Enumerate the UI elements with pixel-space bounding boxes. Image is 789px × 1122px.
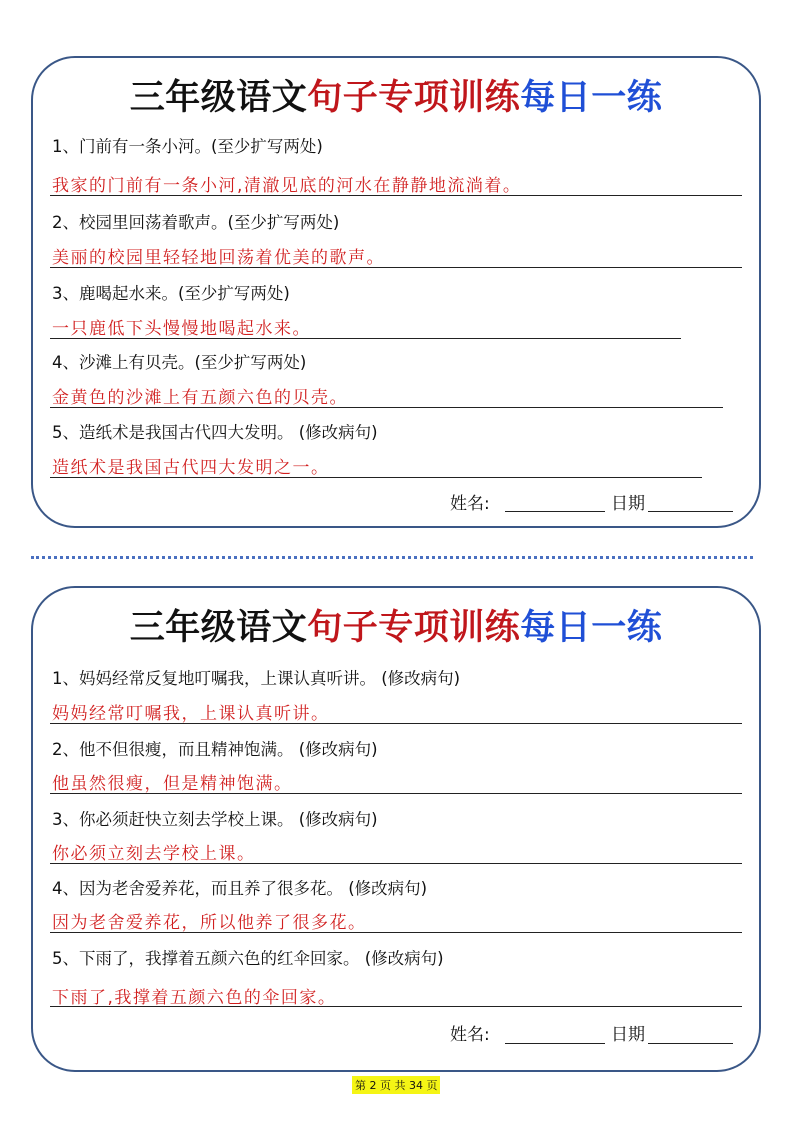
- worksheet-title: [33, 70, 759, 120]
- answer-line-3: [50, 863, 742, 864]
- title-part-topic: 句子专项训练: [307, 78, 521, 118]
- question-2: 2、他不但很瘦，而且精神饱满。 (修改病句): [52, 740, 378, 759]
- answer-line-5: [50, 1006, 742, 1007]
- answer-line-1: [50, 723, 742, 724]
- title-part-topic: 句子专项训练: [307, 608, 521, 648]
- answer-line-4: [50, 932, 742, 933]
- question-3: 3、你必须赶快立刻去学校上课。 (修改病句): [52, 810, 378, 829]
- worksheet-card-2: [31, 586, 761, 1072]
- title-part-daily: 每日一练: [520, 608, 663, 648]
- question-4: 4、因为老舍爱养花，而且养了很多花。 (修改病句): [52, 879, 428, 898]
- answer-line-2: [50, 267, 742, 268]
- answer-line-5: [50, 477, 702, 478]
- name-field[interactable]: [505, 511, 605, 512]
- page-number: 第 2 页 共 34 页: [352, 1076, 440, 1094]
- dotted-divider: [31, 556, 753, 559]
- answer-line-2: [50, 793, 742, 794]
- question-2: 2、校园里回荡着歌声。(至少扩写两处): [52, 213, 340, 232]
- answer-2: 他虽然很瘦，但是精神饱满。: [52, 774, 293, 794]
- worksheet-card-1: [31, 56, 761, 528]
- answer-1: 妈妈经常叮嘱我，上课认真听讲。: [52, 704, 330, 724]
- answer-line-3: [50, 338, 681, 339]
- date-label: 日期: [611, 494, 645, 514]
- question-3: 3、鹿喝起水来。(至少扩写两处): [52, 284, 290, 303]
- date-field[interactable]: [648, 1043, 733, 1044]
- question-5: 5、造纸术是我国古代四大发明。 (修改病句): [52, 423, 378, 442]
- answer-4: 金黄色的沙滩上有五颜六色的贝壳。: [52, 388, 348, 408]
- worksheet-title: [33, 600, 759, 650]
- question-1: 1、门前有一条小河。(至少扩写两处): [52, 137, 323, 156]
- answer-5: 造纸术是我国古代四大发明之一。: [52, 458, 330, 478]
- question-1: 1、妈妈经常反复地叮嘱我，上课认真听讲。 (修改病句): [52, 669, 461, 688]
- answer-3: 一只鹿低下头慢慢地喝起水来。: [52, 319, 311, 339]
- title-part-grade: 三年级语文: [129, 78, 308, 118]
- date-field[interactable]: [648, 511, 733, 512]
- answer-4: 因为老舍爱养花，所以他养了很多花。: [52, 913, 367, 933]
- name-label: 姓名:: [450, 1025, 490, 1045]
- title-part-grade: 三年级语文: [129, 608, 308, 648]
- question-4: 4、沙滩上有贝壳。(至少扩写两处): [52, 353, 307, 372]
- title-part-daily: 每日一练: [520, 78, 663, 118]
- answer-3: 你必须立刻去学校上课。: [52, 844, 256, 864]
- answer-5: 下雨了,我撑着五颜六色的伞回家。: [52, 988, 337, 1008]
- question-5: 5、下雨了，我撑着五颜六色的红伞回家。 (修改病句): [52, 949, 444, 968]
- name-label: 姓名:: [450, 494, 490, 514]
- date-label: 日期: [611, 1025, 645, 1045]
- answer-2: 美丽的校园里轻轻地回荡着优美的歌声。: [52, 248, 385, 268]
- answer-line-1: [50, 195, 742, 196]
- answer-line-4: [50, 407, 723, 408]
- name-field[interactable]: [505, 1043, 605, 1044]
- answer-1: 我家的门前有一条小河,清澈见底的河水在静静地流淌着。: [52, 176, 522, 196]
